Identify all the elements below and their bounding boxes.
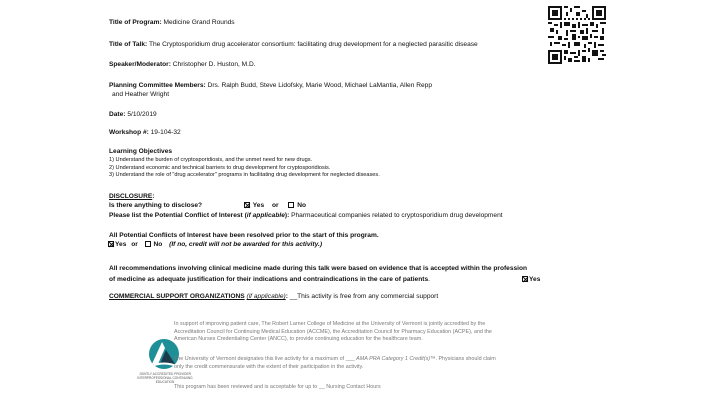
accreditation-p2-b: . Physicians should claim xyxy=(435,356,496,362)
disclose-yes-checkbox[interactable] xyxy=(244,202,250,208)
evidence-yes-checkbox[interactable] xyxy=(522,276,528,282)
commercial-label: COMMERCIAL SUPPORT ORGANIZATIONS xyxy=(109,293,245,300)
disclose-yes-label: Yes xyxy=(252,202,265,209)
accreditation-p2-italic: AMA PRA Category 1 Credit(s)™ xyxy=(356,356,436,362)
disclosure-heading: DISCLOSURE xyxy=(109,193,153,200)
disclose-no-checkbox[interactable] xyxy=(288,202,294,208)
conflict-prefix: Please list the Potential Conflict of Interest ( xyxy=(109,212,247,219)
accreditation-p2-a: The University of Vermont designates this live activity for a maximum of ___ xyxy=(174,356,357,362)
program-title-value: Medicine Grand Rounds xyxy=(161,19,235,26)
evidence-row-2 xyxy=(109,276,430,284)
committee-row xyxy=(109,82,432,90)
logo-text-line2: INTERPROFESSIONAL CONTINUING EDUCATION xyxy=(137,376,193,384)
objective-item: 1) Understand the burden of cryptosporidiosis, and the unmet need for new drugs. xyxy=(109,157,313,163)
resolved-note: (If no, credit will not be awarded for this activity.) xyxy=(169,241,323,248)
objective-item: 2) Understand economic and technical barriers to drug development for cryptosporidiosis. xyxy=(109,164,331,171)
resolved-no-checkbox[interactable] xyxy=(145,241,151,247)
workshop-label: Workshop #: xyxy=(109,129,149,136)
committee-label: Planning Committee Members: xyxy=(109,82,206,89)
disclosure-heading-row xyxy=(109,193,154,201)
conflict-row xyxy=(109,212,503,220)
commercial-row xyxy=(109,293,438,301)
date-label: Date: xyxy=(109,111,126,118)
conflict-suffix: ): xyxy=(284,212,292,219)
resolved-no-label: No xyxy=(153,241,163,248)
disclose-question-row xyxy=(109,202,306,210)
accreditation-p2-line2: only the credit commensurate with the extent of their participation in the activity. xyxy=(174,363,364,370)
workshop-value: 19-104-32 xyxy=(148,129,181,136)
disclose-or: or xyxy=(271,202,279,209)
evidence-line1: All recommendations involving clinical medicine made during this talk were based on evidence that is accepted within the profession xyxy=(109,265,528,272)
committee-row-2 xyxy=(112,91,169,99)
resolved-yes-checkbox[interactable] xyxy=(108,241,114,247)
committee-value-line2: and Heather Wright xyxy=(112,91,170,98)
conflict-value: Pharmaceutical companies related to cryptosporidium drug development xyxy=(291,212,503,219)
date-value: 5/10/2019 xyxy=(125,111,157,118)
disclosure-colon: : xyxy=(152,193,155,200)
talk-title-row xyxy=(109,41,478,49)
commercial-value: __This activity is free from any commercial support xyxy=(289,293,439,300)
speaker-row xyxy=(109,61,256,69)
talk-title-value: The Cryptosporidium drug accelerator consortium: facilitating drug development for a neglected parasitic disease xyxy=(147,41,478,48)
commercial-italic: (if applicable) xyxy=(246,293,286,300)
evidence-line2: of medicine as adequate justification for their indications and contraindications in the care of patients xyxy=(109,276,429,283)
accreditation-paragraph-1 xyxy=(174,321,492,344)
accreditation-paragraph-2 xyxy=(174,356,496,371)
speaker-value: Christopher D. Huston, M.D. xyxy=(170,61,256,68)
committee-value-line1: Drs. Ralph Budd, Steve Lidofsky, Marie Wood, Michael LaMantia, Allen Repp xyxy=(205,82,432,89)
speaker-label: Speaker/Moderator: xyxy=(109,61,171,68)
resolved-text: All Potential Conflicts of Interest have been resolved prior to the start of this program. xyxy=(109,232,379,239)
resolved-or: or xyxy=(131,241,138,248)
conflict-italic: if applicable xyxy=(246,212,285,219)
disclose-no-label: No xyxy=(297,202,307,209)
evidence-yes-label: Yes xyxy=(529,276,541,283)
resolved-row xyxy=(108,241,322,249)
program-title-row xyxy=(109,19,235,27)
qr-code-icon xyxy=(548,6,606,64)
resolved-yes-label: Yes xyxy=(115,241,127,248)
objectives-heading: Learning Objectives xyxy=(109,148,173,155)
accreditation-p1-line3: American Nurses Credentialing Center (ANCC), to provide continuing education for the healthcare team. xyxy=(174,336,423,343)
accreditation-p1-line2: Accreditation Council for Continuing Medical Education (ACCME), the Accreditation Council for Pharmacy Education (ACPE), and the xyxy=(174,328,492,335)
accreditation-paragraph-3: This program has been reviewed and is acceptable for up to __ Nursing Contact Hours xyxy=(174,384,381,390)
objectives-list xyxy=(109,157,380,180)
program-title-label: Title of Program: xyxy=(109,19,162,26)
logo-caption xyxy=(136,372,194,384)
date-row xyxy=(109,111,157,119)
talk-title-label: Title of Talk: xyxy=(109,41,148,48)
objective-item: 3) Understand the role of "drug accelerator" programs in facilitating drug development for neglected diseases. xyxy=(109,172,380,179)
evidence-period: . xyxy=(428,276,430,283)
accreditation-p1-line1: In support of improving patient care, The Robert Larner College of Medicine at the University of Vermont is jointly accredited by the xyxy=(174,321,486,327)
evidence-yes-group xyxy=(522,276,540,284)
logo-text-line1: JOINTLY ACCREDITED PROVIDER xyxy=(139,372,191,376)
commercial-colon: : xyxy=(285,293,288,300)
workshop-row xyxy=(109,129,181,137)
disclose-question: Is there anything to disclose? xyxy=(109,202,203,209)
